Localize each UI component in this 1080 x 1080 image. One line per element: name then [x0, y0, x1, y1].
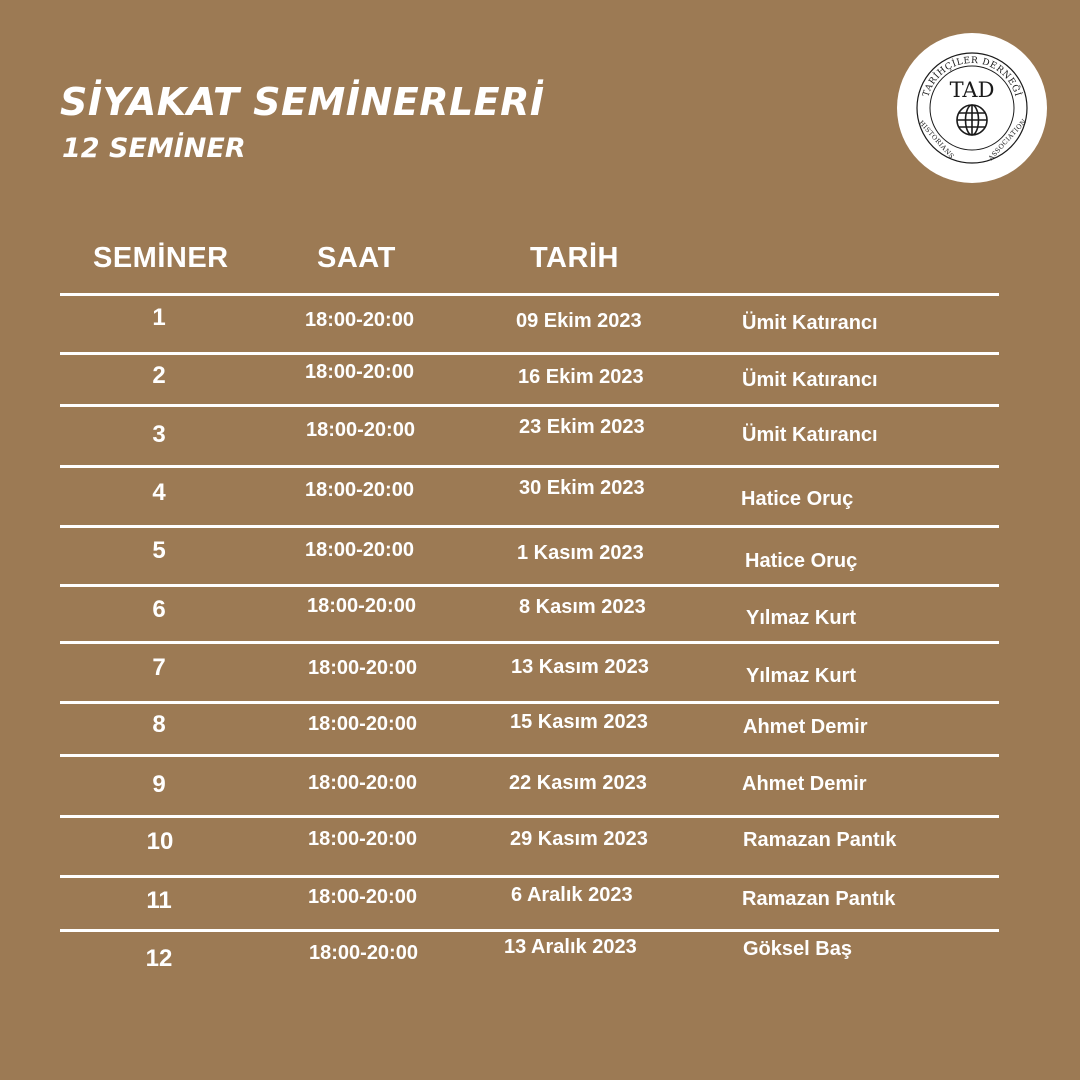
row-divider — [60, 352, 999, 355]
logo-bottom-right: ASSOCIATION — [986, 117, 1029, 163]
seminar-speaker: Göksel Baş — [743, 938, 852, 960]
page-subtitle: 12 SEMİNER — [62, 133, 246, 164]
seminar-number: 3 — [152, 421, 166, 448]
row-divider — [60, 641, 999, 644]
seminar-time: 18:00-20:00 — [305, 361, 414, 383]
seminar-number: 10 — [146, 828, 174, 855]
seminar-number: 7 — [152, 654, 166, 681]
seminar-date: 30 Ekim 2023 — [519, 477, 645, 499]
seminar-speaker: Ümit Katırancı — [742, 312, 878, 334]
row-divider — [60, 875, 999, 878]
column-header-saat: SAAT — [317, 242, 396, 274]
logo-initials: TAD — [949, 78, 995, 102]
seminar-number: 4 — [152, 479, 166, 506]
seminar-date: 16 Ekim 2023 — [518, 366, 644, 388]
seminar-time: 18:00-20:00 — [308, 886, 417, 908]
seminar-speaker: Ümit Katırancı — [742, 424, 878, 446]
seminar-time: 18:00-20:00 — [309, 942, 418, 964]
row-divider — [60, 293, 999, 296]
row-divider — [60, 465, 999, 468]
seminar-time: 18:00-20:00 — [305, 479, 414, 501]
seminar-date: 23 Ekim 2023 — [519, 416, 645, 438]
row-divider — [60, 754, 999, 757]
seminar-time: 18:00-20:00 — [308, 657, 417, 679]
logo-bottom-left: HISTORIANS — [917, 118, 956, 161]
seminar-speaker: Hatice Oruç — [745, 550, 858, 572]
seminar-speaker: Yılmaz Kurt — [746, 607, 857, 629]
column-header-tarih: TARİH — [530, 242, 619, 274]
seminar-time: 18:00-20:00 — [308, 772, 417, 794]
column-header-seminer: SEMİNER — [93, 242, 229, 274]
seminar-date: 13 Aralık 2023 — [504, 936, 637, 958]
row-divider — [60, 815, 999, 818]
seminar-time: 18:00-20:00 — [307, 595, 416, 617]
seminar-date: 8 Kasım 2023 — [519, 596, 646, 618]
seminar-time: 18:00-20:00 — [305, 539, 414, 561]
seminar-number: 2 — [152, 362, 166, 389]
seminar-number: 1 — [152, 304, 166, 331]
seminar-date: 29 Kasım 2023 — [510, 828, 648, 850]
seminar-speaker: Ümit Katırancı — [742, 369, 878, 391]
globe-icon — [957, 105, 987, 135]
seminar-number: 5 — [152, 537, 166, 564]
seminar-speaker: Hatice Oruç — [741, 488, 854, 510]
seminar-speaker: Ahmet Demir — [742, 773, 867, 795]
seminar-date: 1 Kasım 2023 — [517, 542, 644, 564]
row-divider — [60, 929, 999, 932]
seminar-speaker: Ramazan Pantık — [743, 829, 897, 851]
seminar-date: 13 Kasım 2023 — [511, 656, 649, 678]
seminar-speaker: Ahmet Demir — [743, 716, 868, 738]
seminar-number: 11 — [146, 887, 172, 914]
association-logo — [897, 33, 1047, 183]
row-divider — [60, 701, 999, 704]
row-divider — [60, 584, 999, 587]
seminar-number: 9 — [152, 771, 166, 798]
row-divider — [60, 525, 999, 528]
seminar-number: 8 — [152, 711, 166, 738]
seminar-speaker: Ramazan Pantık — [742, 888, 896, 910]
seminar-date: 6 Aralık 2023 — [511, 884, 633, 906]
seminar-time: 18:00-20:00 — [308, 713, 417, 735]
seminar-time: 18:00-20:00 — [305, 309, 414, 331]
seminar-number: 6 — [152, 596, 166, 623]
seminar-date: 09 Ekim 2023 — [516, 310, 642, 332]
seminar-speaker: Yılmaz Kurt — [746, 665, 857, 687]
seminar-time: 18:00-20:00 — [308, 828, 417, 850]
logo-top-text: TARİHÇİLER DERNEĞİ — [921, 55, 1023, 99]
seminar-date: 15 Kasım 2023 — [510, 711, 648, 733]
seminar-time: 18:00-20:00 — [306, 419, 415, 441]
seminar-date: 22 Kasım 2023 — [509, 772, 647, 794]
row-divider — [60, 404, 999, 407]
seminar-number: 12 — [145, 945, 173, 972]
page-title: SİYAKAT SEMİNERLERİ — [60, 80, 545, 124]
tad-logo-seal — [897, 33, 1047, 183]
